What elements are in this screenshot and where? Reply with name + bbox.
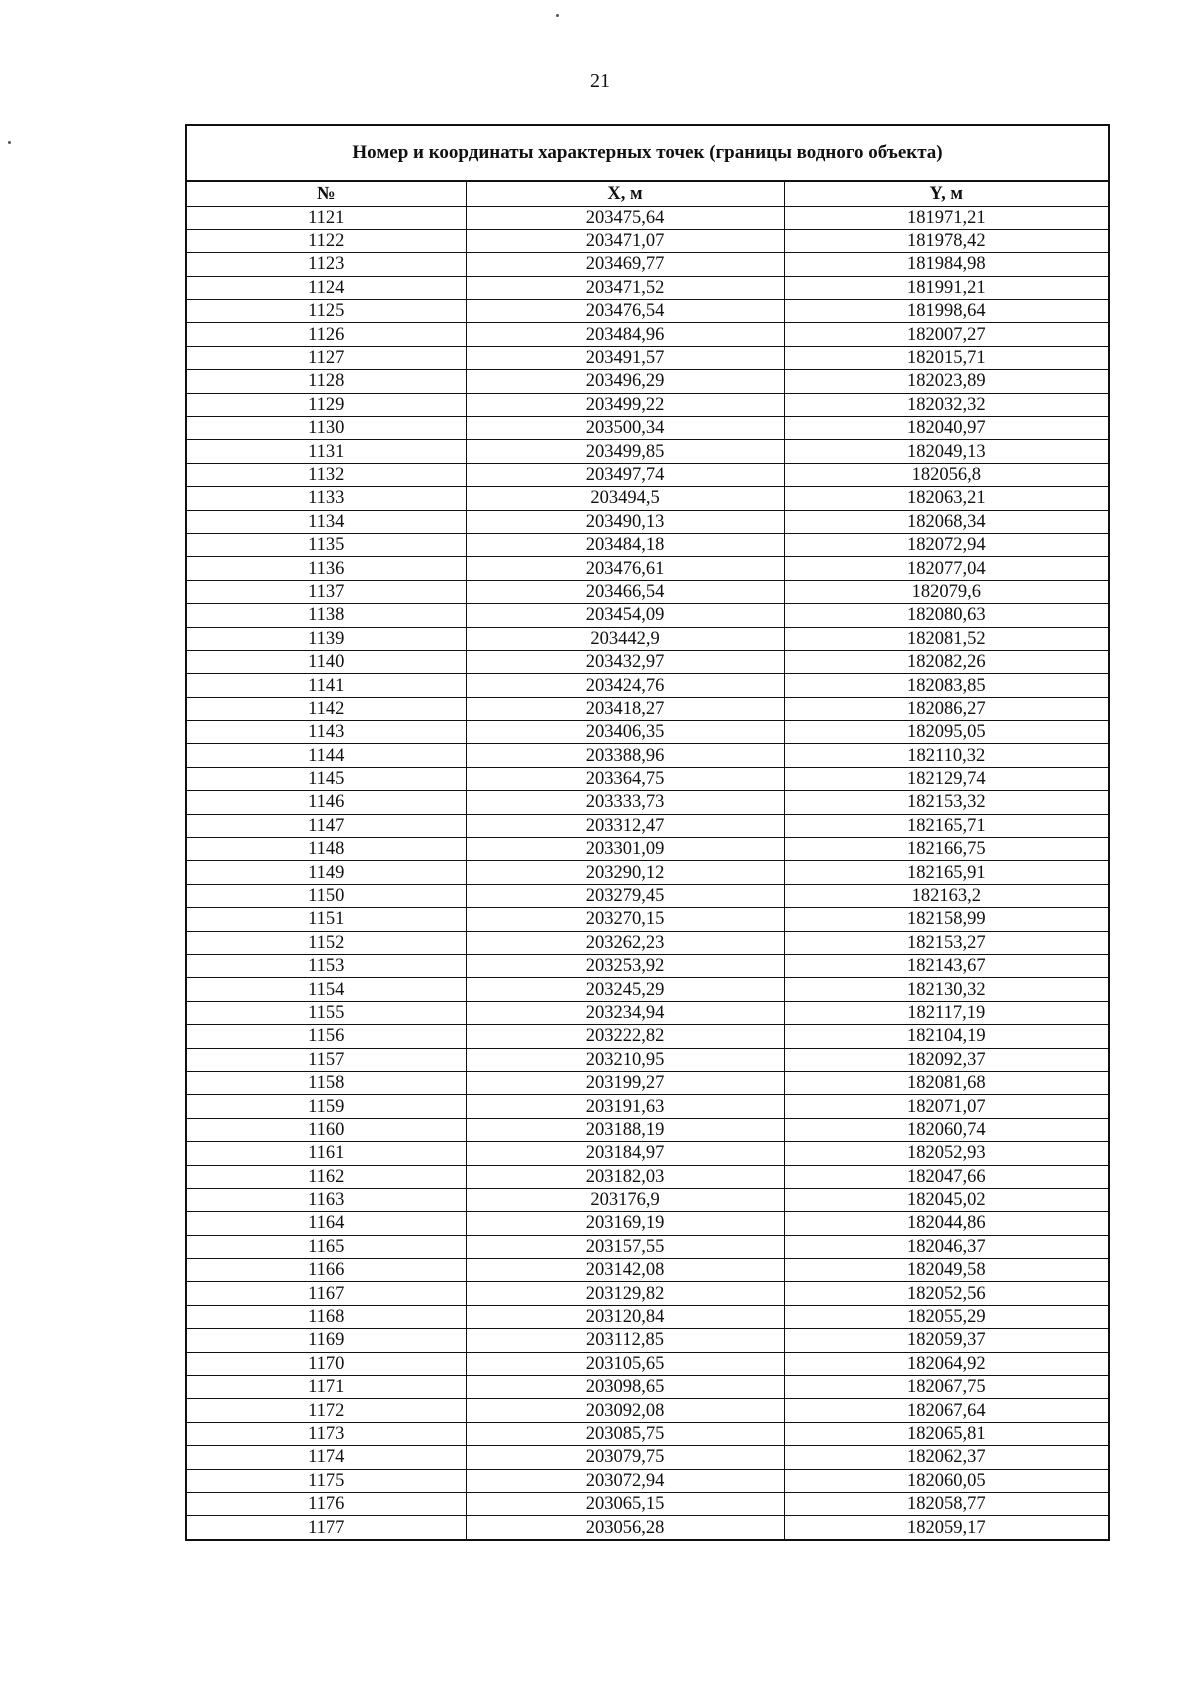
point-number-cell: 1155 <box>187 1001 466 1024</box>
x-coordinate-cell: 203454,09 <box>466 604 784 627</box>
y-coordinate-cell: 182056,8 <box>784 463 1108 486</box>
x-coordinate-cell: 203312,47 <box>466 814 784 837</box>
y-coordinate-cell: 182067,64 <box>784 1399 1108 1422</box>
y-coordinate-cell: 182062,37 <box>784 1446 1108 1469</box>
x-coordinate-cell: 203490,13 <box>466 510 784 533</box>
y-coordinate-cell: 182081,52 <box>784 627 1108 650</box>
point-number-cell: 1135 <box>187 533 466 556</box>
point-number-cell: 1177 <box>308 1517 345 1538</box>
table-row <box>187 791 1108 814</box>
point-number-cell: 1159 <box>187 1095 466 1118</box>
table-row <box>187 1376 1108 1399</box>
x-coordinate-cell: 203056,28 <box>466 1516 784 1539</box>
table-title: Номер и координаты характерных точек (границы водного объекта) <box>187 126 1108 182</box>
table-row <box>187 1188 1108 1211</box>
table-row <box>187 884 1108 907</box>
point-number-cell: 1137 <box>187 580 466 603</box>
x-coordinate-cell: 203262,23 <box>466 931 784 954</box>
x-coordinate-cell: 203199,27 <box>466 1071 784 1094</box>
point-number-cell: 1157 <box>187 1048 466 1071</box>
point-number-cell: 1132 <box>187 463 466 486</box>
point-number-cell: 1172 <box>187 1399 466 1422</box>
point-number-cell: 1173 <box>187 1422 466 1445</box>
table-row <box>187 604 1108 627</box>
point-number-cell: 1160 <box>187 1118 466 1141</box>
x-coordinate-cell: 203494,5 <box>466 487 784 510</box>
y-coordinate-cell: 182086,27 <box>784 697 1108 720</box>
y-coordinate-cell: 182068,34 <box>784 510 1108 533</box>
x-coordinate-cell: 203129,82 <box>466 1282 784 1305</box>
y-coordinate-cell: 182046,37 <box>784 1235 1108 1258</box>
y-coordinate-cell: 182059,37 <box>784 1329 1108 1352</box>
scan-speck <box>8 141 11 144</box>
x-coordinate-cell: 203176,9 <box>466 1188 784 1211</box>
table-row <box>187 1282 1108 1305</box>
x-coordinate-cell: 203188,19 <box>466 1118 784 1141</box>
x-coordinate-cell: 203333,73 <box>466 791 784 814</box>
point-number-cell: 1154 <box>187 978 466 1001</box>
point-number-cell: 1175 <box>187 1469 466 1492</box>
x-coordinate-cell: 203105,65 <box>466 1352 784 1375</box>
point-number-cell: 1136 <box>187 557 466 580</box>
x-coordinate-cell: 203169,19 <box>466 1212 784 1235</box>
point-number-cell: 1165 <box>187 1235 466 1258</box>
table-header-row <box>187 182 1108 206</box>
y-coordinate-cell: 182072,94 <box>784 533 1108 556</box>
table-row <box>187 1446 1108 1469</box>
x-coordinate-cell: 203466,54 <box>466 580 784 603</box>
table-row <box>187 206 1108 229</box>
y-coordinate-cell: 182040,97 <box>784 417 1108 440</box>
x-coordinate-cell: 203491,57 <box>466 346 784 369</box>
point-number-cell: 1141 <box>187 674 466 697</box>
point-number-cell: 1148 <box>187 838 466 861</box>
x-coordinate-cell: 203476,54 <box>466 300 784 323</box>
x-coordinate-cell: 203499,85 <box>466 440 784 463</box>
coordinates-table <box>187 182 1108 1539</box>
x-coordinate-cell: 203497,74 <box>466 463 784 486</box>
x-coordinate-cell: 203279,45 <box>466 884 784 907</box>
table-row <box>187 650 1108 673</box>
y-coordinate-cell: 182158,99 <box>784 908 1108 931</box>
x-coordinate-cell: 203210,95 <box>466 1048 784 1071</box>
y-coordinate-cell: 182153,27 <box>784 931 1108 954</box>
table-row <box>187 1422 1108 1445</box>
table-row <box>187 1001 1108 1024</box>
x-coordinate-cell: 203476,61 <box>466 557 784 580</box>
x-coordinate-cell: 203182,03 <box>466 1165 784 1188</box>
point-number-cell: 1122 <box>187 229 466 252</box>
point-number-cell: 1127 <box>187 346 466 369</box>
x-coordinate-cell: 203475,64 <box>466 206 784 229</box>
x-coordinate-cell: 203245,29 <box>466 978 784 1001</box>
point-number-cell: 1156 <box>187 1025 466 1048</box>
table-row <box>187 721 1108 744</box>
y-coordinate-cell: 182163,2 <box>784 884 1108 907</box>
point-number-cell: 1126 <box>187 323 466 346</box>
table-body <box>187 206 1108 1539</box>
x-coordinate-cell: 203142,08 <box>466 1259 784 1282</box>
x-coordinate-cell: 203406,35 <box>466 721 784 744</box>
table-row <box>187 861 1108 884</box>
point-number-cell: 1153 <box>187 955 466 978</box>
point-number-cell: 1124 <box>187 276 466 299</box>
point-number-cell: 1150 <box>187 884 466 907</box>
x-coordinate-cell: 203098,65 <box>466 1376 784 1399</box>
y-coordinate-cell: 182055,29 <box>784 1305 1108 1328</box>
point-number-cell: 1152 <box>187 931 466 954</box>
table-row <box>187 627 1108 650</box>
table-row <box>187 533 1108 556</box>
point-number-cell: 1144 <box>187 744 466 767</box>
table-row <box>187 978 1108 1001</box>
x-coordinate-cell: 203112,85 <box>466 1329 784 1352</box>
point-number-cell: 1143 <box>187 721 466 744</box>
page-number: 21 <box>590 70 610 92</box>
header-number: № <box>187 182 466 206</box>
point-number-cell: 1138 <box>187 604 466 627</box>
y-coordinate-cell: 182083,85 <box>784 674 1108 697</box>
y-coordinate-cell: 182049,58 <box>784 1259 1108 1282</box>
point-number-cell: 1134 <box>187 510 466 533</box>
point-number-cell: 1147 <box>187 814 466 837</box>
table-row <box>187 1469 1108 1492</box>
point-number-cell: 1168 <box>187 1305 466 1328</box>
point-number-cell: 1131 <box>187 440 466 463</box>
point-number-cell: 1123 <box>187 253 466 276</box>
y-coordinate-cell: 182129,74 <box>784 767 1108 790</box>
y-coordinate-cell: 182044,86 <box>784 1212 1108 1235</box>
table-row <box>187 1259 1108 1282</box>
y-coordinate-cell: 182060,74 <box>784 1118 1108 1141</box>
table-row <box>187 393 1108 416</box>
table-row <box>187 674 1108 697</box>
table-row <box>187 1352 1108 1375</box>
table-row <box>187 1071 1108 1094</box>
point-number-cell: 1164 <box>187 1212 466 1235</box>
y-coordinate-cell: 182092,37 <box>784 1048 1108 1071</box>
x-coordinate-cell: 203484,18 <box>466 533 784 556</box>
x-coordinate-cell: 203092,08 <box>466 1399 784 1422</box>
y-coordinate-cell: 182080,63 <box>784 604 1108 627</box>
header-y: Y, м <box>784 182 1108 206</box>
table-row <box>187 253 1108 276</box>
point-number-cell: 1151 <box>187 908 466 931</box>
y-coordinate-cell: 182165,91 <box>784 861 1108 884</box>
y-coordinate-cell: 182060,05 <box>784 1469 1108 1492</box>
point-number-cell: 1174 <box>187 1446 466 1469</box>
y-coordinate-cell: 182082,26 <box>784 650 1108 673</box>
y-coordinate-cell: 182079,6 <box>784 580 1108 603</box>
table-row <box>187 557 1108 580</box>
point-number-cell: 1176 <box>187 1492 466 1515</box>
table-row <box>187 1048 1108 1071</box>
y-coordinate-cell: 182081,68 <box>784 1071 1108 1094</box>
y-coordinate-cell: 182063,21 <box>784 487 1108 510</box>
table-row <box>187 487 1108 510</box>
x-coordinate-cell: 203469,77 <box>466 253 784 276</box>
x-coordinate-cell: 203191,63 <box>466 1095 784 1118</box>
table-row <box>187 814 1108 837</box>
x-coordinate-cell: 203500,34 <box>466 417 784 440</box>
x-coordinate-cell: 203157,55 <box>466 1235 784 1258</box>
y-coordinate-cell: 182143,67 <box>784 955 1108 978</box>
x-coordinate-cell: 203085,75 <box>466 1422 784 1445</box>
point-number-cell: 1145 <box>187 767 466 790</box>
table-row <box>187 838 1108 861</box>
point-number-cell: 1166 <box>187 1259 466 1282</box>
table-row <box>187 1305 1108 1328</box>
x-coordinate-cell: 203065,15 <box>466 1492 784 1515</box>
point-number-cell: 1171 <box>187 1376 466 1399</box>
x-coordinate-cell: 203418,27 <box>466 697 784 720</box>
x-coordinate-cell: 203120,84 <box>466 1305 784 1328</box>
y-coordinate-cell: 181971,21 <box>784 206 1108 229</box>
y-coordinate-cell: 182067,75 <box>784 1376 1108 1399</box>
y-coordinate-cell: 181978,42 <box>784 229 1108 252</box>
table-row <box>187 580 1108 603</box>
table-row <box>187 767 1108 790</box>
x-coordinate-cell: 203079,75 <box>466 1446 784 1469</box>
y-coordinate-cell: 182117,19 <box>784 1001 1108 1024</box>
x-coordinate-cell: 203471,07 <box>466 229 784 252</box>
header-x: X, м <box>466 182 784 206</box>
table-row <box>187 697 1108 720</box>
table-row <box>187 510 1108 533</box>
point-number-cell: 1133 <box>187 487 466 510</box>
table-row <box>187 1165 1108 1188</box>
table-row <box>187 955 1108 978</box>
y-coordinate-cell: 182064,92 <box>784 1352 1108 1375</box>
y-coordinate-cell: 182071,07 <box>784 1095 1108 1118</box>
table-row <box>187 1516 1108 1539</box>
x-coordinate-cell: 203234,94 <box>466 1001 784 1024</box>
y-coordinate-cell: 182058,77 <box>784 1492 1108 1515</box>
point-number-cell: 1121 <box>187 206 466 229</box>
point-number-cell: 1163 <box>187 1188 466 1211</box>
point-number-cell: 1162 <box>187 1165 466 1188</box>
x-coordinate-cell: 203442,9 <box>466 627 784 650</box>
y-coordinate-cell: 181984,98 <box>784 253 1108 276</box>
point-number-cell: 1129 <box>187 393 466 416</box>
point-number-cell: 1139 <box>187 627 466 650</box>
point-number-cell: 1125 <box>187 300 466 323</box>
x-coordinate-cell: 203222,82 <box>466 1025 784 1048</box>
y-coordinate-cell: 182047,66 <box>784 1165 1108 1188</box>
point-number-cell: 1130 <box>187 417 466 440</box>
y-coordinate-cell: 182007,27 <box>784 323 1108 346</box>
y-coordinate-cell: 182023,89 <box>784 370 1108 393</box>
y-coordinate-cell: 182059,17 <box>784 1516 1108 1539</box>
y-coordinate-cell: 182052,56 <box>784 1282 1108 1305</box>
x-coordinate-cell: 203364,75 <box>466 767 784 790</box>
y-coordinate-cell: 182095,05 <box>784 721 1108 744</box>
point-number-cell: 1161 <box>187 1142 466 1165</box>
table-row <box>187 744 1108 767</box>
x-coordinate-cell: 203484,96 <box>466 323 784 346</box>
point-number-cell: 1128 <box>187 370 466 393</box>
coordinates-table-frame <box>185 124 1110 1541</box>
y-coordinate-cell: 182077,04 <box>784 557 1108 580</box>
y-coordinate-cell: 182045,02 <box>784 1188 1108 1211</box>
scan-speck <box>556 14 559 17</box>
point-number-cell: 1149 <box>187 861 466 884</box>
point-number-cell: 1158 <box>187 1071 466 1094</box>
x-coordinate-cell: 203424,76 <box>466 674 784 697</box>
table-row <box>187 908 1108 931</box>
table-row <box>187 346 1108 369</box>
point-number-cell: 1167 <box>187 1282 466 1305</box>
x-coordinate-cell: 203290,12 <box>466 861 784 884</box>
y-coordinate-cell: 181998,64 <box>784 300 1108 323</box>
y-coordinate-cell: 182015,71 <box>784 346 1108 369</box>
table-row <box>187 1329 1108 1352</box>
x-coordinate-cell: 203432,97 <box>466 650 784 673</box>
y-coordinate-cell: 182104,19 <box>784 1025 1108 1048</box>
y-coordinate-cell: 182049,13 <box>784 440 1108 463</box>
y-coordinate-cell: 182032,32 <box>784 393 1108 416</box>
table-row <box>187 417 1108 440</box>
x-coordinate-cell: 203499,22 <box>466 393 784 416</box>
table-row <box>187 300 1108 323</box>
table-row <box>187 1142 1108 1165</box>
table-row <box>187 1235 1108 1258</box>
y-coordinate-cell: 182165,71 <box>784 814 1108 837</box>
table-row <box>187 1212 1108 1235</box>
table-row <box>187 931 1108 954</box>
y-coordinate-cell: 182065,81 <box>784 1422 1108 1445</box>
x-coordinate-cell: 203471,52 <box>466 276 784 299</box>
y-coordinate-cell: 182130,32 <box>784 978 1108 1001</box>
x-coordinate-cell: 203496,29 <box>466 370 784 393</box>
x-coordinate-cell: 203301,09 <box>466 838 784 861</box>
table-row <box>187 440 1108 463</box>
point-number-cell: 1140 <box>187 650 466 673</box>
table-row <box>187 323 1108 346</box>
x-coordinate-cell: 203253,92 <box>466 955 784 978</box>
table-row <box>187 1399 1108 1422</box>
table-row <box>187 276 1108 299</box>
table-row <box>187 1095 1108 1118</box>
x-coordinate-cell: 203270,15 <box>466 908 784 931</box>
table-row <box>187 229 1108 252</box>
y-coordinate-cell: 182166,75 <box>784 838 1108 861</box>
x-coordinate-cell: 203072,94 <box>466 1469 784 1492</box>
y-coordinate-cell: 182110,32 <box>784 744 1108 767</box>
point-number-cell: 1169 <box>187 1329 466 1352</box>
table-row <box>187 1492 1108 1515</box>
table-row <box>187 370 1108 393</box>
point-number-cell: 1142 <box>187 697 466 720</box>
y-coordinate-cell: 182153,32 <box>784 791 1108 814</box>
table-row <box>187 1025 1108 1048</box>
table-row <box>187 1118 1108 1141</box>
point-number-cell: 1170 <box>187 1352 466 1375</box>
y-coordinate-cell: 182052,93 <box>784 1142 1108 1165</box>
point-number-cell: 1146 <box>187 791 466 814</box>
table-row <box>187 463 1108 486</box>
x-coordinate-cell: 203184,97 <box>466 1142 784 1165</box>
x-coordinate-cell: 203388,96 <box>466 744 784 767</box>
y-coordinate-cell: 181991,21 <box>784 276 1108 299</box>
